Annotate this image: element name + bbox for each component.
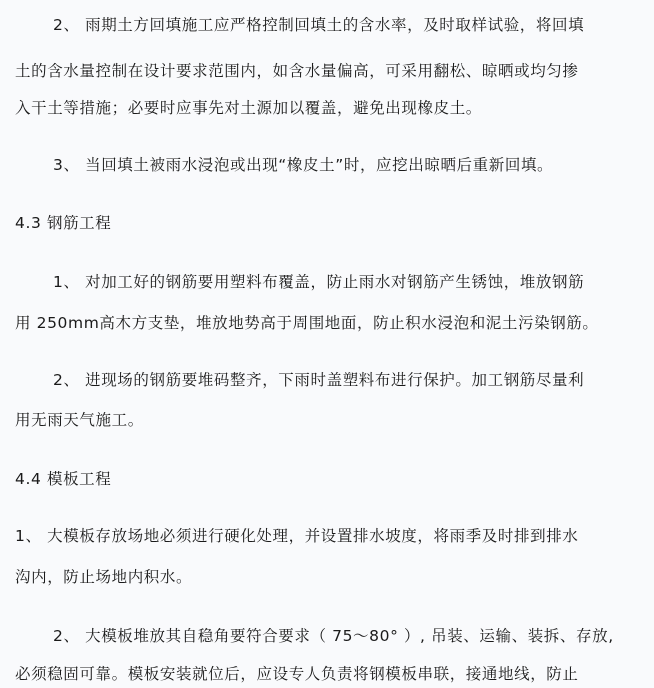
paragraph-2-line-2: 土的含水量控制在设计要求范围内，如含水量偏高，可采用翻松、晾晒或均匀掺: [15, 62, 579, 80]
formwork-item-1-line-1: 1、 大模板存放场地必须进行硬化处理，并设置排水坡度，将雨季及时排到排水: [15, 527, 579, 545]
formwork-item-2-line-1: 2、 大模板堆放其自稳角要符合要求（ 75～80° ）, 吊装、运输、装拆、存放,: [53, 627, 614, 645]
paragraph-3-line-1: 3、 当回填土被雨水浸泡或出现“橡皮土”时，应挖出晾晒后重新回填。: [53, 156, 554, 174]
rebar-item-1-line-1: 1、 对加工好的钢筋要用塑料布覆盖，防止雨水对钢筋产生锈蚀，堆放钢筋: [53, 273, 585, 291]
rebar-item-2-line-1: 2、 进现场的钢筋要堆码整齐，下雨时盖塑料布进行保护。加工钢筋尽量利: [53, 371, 585, 389]
rebar-item-1-line-2: 用 250mm高木方支垫，堆放地势高于周围地面，防止积水浸泡和泥土污染钢筋。: [15, 314, 599, 332]
formwork-item-2-line-2: 必须稳固可靠。模板安装就位后，应设专人负责将钢模板串联，接通地线，防止: [15, 665, 579, 683]
section-heading-4-4: 4.4 模板工程: [15, 470, 112, 488]
section-heading-4-3: 4.3 钢筋工程: [15, 214, 112, 232]
paragraph-2-line-1: 2、 雨期土方回填施工应严格控制回填土的含水率，及时取样试验，将回填: [53, 16, 585, 34]
paragraph-2-line-3: 入干土等措施；必要时应事先对土源加以覆盖，避免出现橡皮土。: [15, 99, 482, 117]
rebar-item-2-line-2: 用无雨天气施工。: [15, 411, 144, 429]
formwork-item-1-line-2: 沟内，防止场地内积水。: [15, 568, 193, 586]
